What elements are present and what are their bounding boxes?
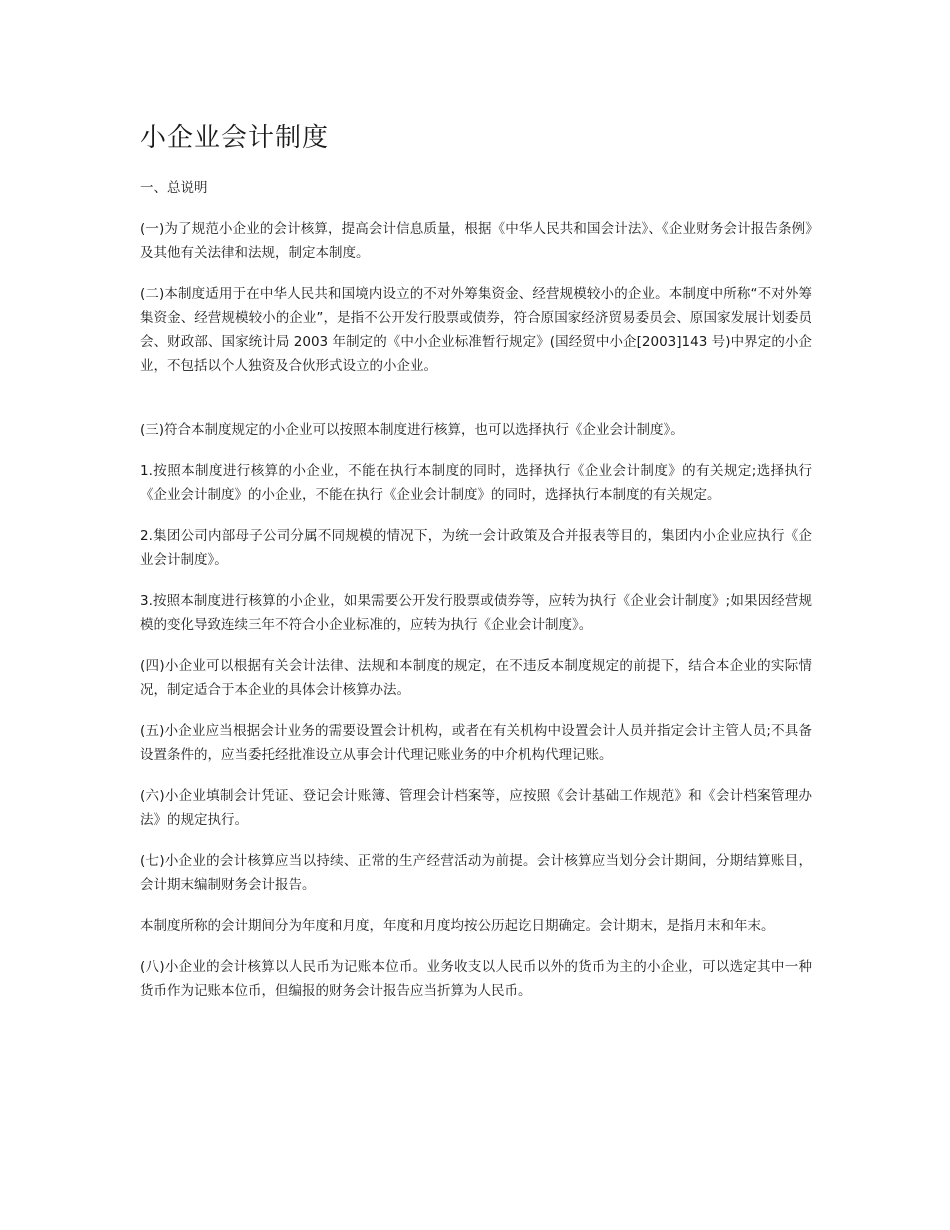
paragraph-9: (六)小企业填制会计凭证、登记会计账簿、管理会计档案等，应按照《会计基础工作规范》和《会计档案管理办法》的规定执行。 xyxy=(140,788,812,828)
paragraph-10: (七)小企业的会计核算应当以持续、正常的生产经营活动为前提。会计核算应当划分会计期间，分期结算账目，会计期末编制财务会计报告。 xyxy=(140,853,812,893)
paragraph-1: (一)为了规范小企业的会计核算，提高会计信息质量，根据《中华人民共和国会计法》、《企业财务会计报告条例》及其他有关法律和法规，制定本制度。 xyxy=(140,221,812,261)
document-content xyxy=(140,118,812,1020)
paragraph-3: (三)符合本制度规定的小企业可以按照本制度进行核算，也可以选择执行《企业会计制度》。 xyxy=(140,422,684,438)
paragraph-4: 1.按照本制度进行核算的小企业，不能在执行本制度的同时，选择执行《企业会计制度》的有关规定;选择执行《企业会计制度》的小企业，不能在执行《企业会计制度》的同时，选择执行本制度的有关规定。 xyxy=(140,463,812,503)
paragraph-11: 本制度所称的会计期间分为年度和月度，年度和月度均按公历起讫日期确定。会计期末，是指月末和年末。 xyxy=(140,918,775,934)
section-heading: 一、总说明 xyxy=(140,180,208,196)
paragraph-7: (四)小企业可以根据有关会计法律、法规和本制度的规定，在不违反本制度规定的前提下，结合本企业的实际情况，制定适合于本企业的具体会计核算办法。 xyxy=(140,658,812,698)
paragraph-8: (五)小企业应当根据会计业务的需要设置会计机构，或者在有关机构中设置会计人员并指定会计主管人员;不具备设置条件的，应当委托经批准设立从事会计代理记账业务的中介机构代理记账。 xyxy=(140,723,812,763)
paragraph-5: 2.集团公司内部母子公司分属不同规模的情况下，为统一会计政策及合并报表等目的，集团内小企业应执行《企业会计制度》。 xyxy=(140,528,812,568)
paragraph-2: (二)本制度适用于在中华人民共和国境内设立的不对外筹集资金、经营规模较小的企业。本制度中所称“不对外筹集资金、经营规模较小的企业”，是指不公开发行股票或债券，符合原国家经济贸易委员会、原国家发展计划委员会、财政部、国家统计局 2003 年制定的《中小企业标准暂行规定》(国经贸中小企[2003]143 号)中界定的小企业，不包括以个人独资及合伙形式设立的小企业。 xyxy=(140,286,812,374)
paragraph-6: 3.按照本制度进行核算的小企业，如果需要公开发行股票或债券等，应转为执行《企业会计制度》;如果因经营规模的变化导致连续三年不符合小企业标准的，应转为执行《企业会计制度》。 xyxy=(140,593,812,633)
document-title: 小企业会计制度 xyxy=(140,123,330,153)
paragraph-12: (八)小企业的会计核算以人民币为记账本位币。业务收支以人民币以外的货币为主的小企业，可以选定其中一种货币作为记账本位币，但编报的财务会计报告应当折算为人民币。 xyxy=(140,959,812,999)
